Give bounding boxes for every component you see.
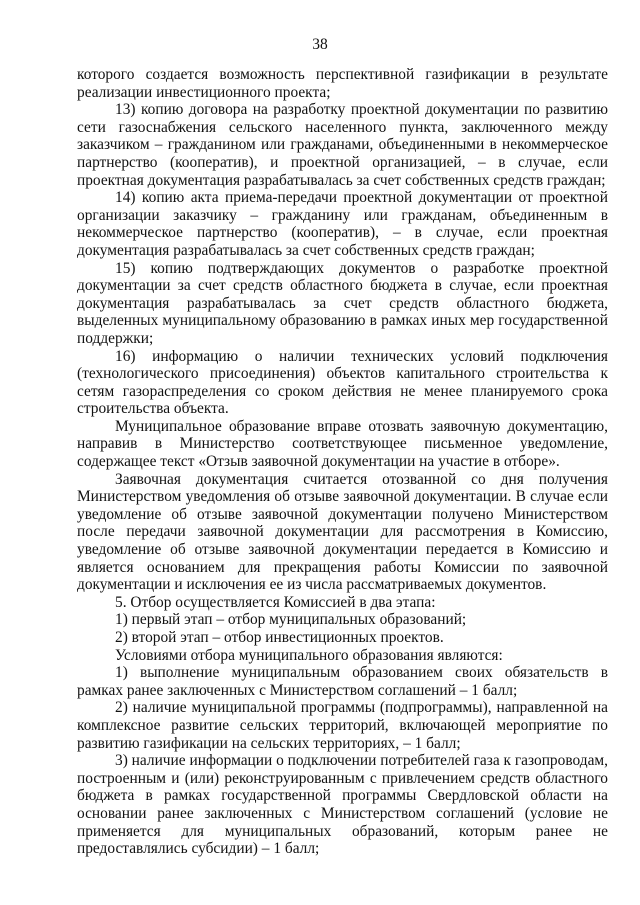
paragraph: Муниципальное образование вправе отозвать заявочную документацию, направив в Министерство соответствующее письменное уведомление, содержащее текст «Отзыв заявочной документации на участие в отборе».: [77, 417, 608, 471]
paragraph: которого создается возможность перспективной газификации в результате реализации инвестиционного проекта;: [77, 66, 608, 101]
paragraph: 16) информацию о наличии технических условий подключения (технологического присоединения) объектов капитального строительства к сетям газораспределения со сроком действия не менее планируемого срока строительства объекта.: [77, 347, 608, 418]
paragraph: 5. Отбор осуществляется Комиссией в два этапа:: [115, 593, 436, 611]
paragraph: 1) первый этап – отбор муниципальных образований;: [115, 611, 467, 629]
document-body: [77, 66, 608, 858]
paragraph: 1) выполнение муниципальным образованием своих обязательств в рамках ранее заключенных с Министерством соглашений – 1 балл;: [77, 664, 608, 699]
paragraph: 15) копию подтверждающих документов о разработке проектной документации за счет средств областного бюджета в случае, если проектная документация разрабатывалась за счет средств областного бюджета, выделенных муниципальному образованию в рамках иных мер государственной поддержки;: [77, 259, 608, 347]
paragraph: Заявочная документация считается отозванной со дня получения Министерством уведомления об отзыве заявочной документации. В случае если уведомление об отзыве заявочной документации получено Министерством после передачи заявочной документации для рассмотрения в Комиссию, уведомление об отзыве заявочной документации передается в Комиссию и является основанием для прекращения работы Комиссии по заявочной документации и исключения ее из числа рассматриваемых документов.: [77, 470, 608, 594]
paragraph: 3) наличие информации о подключении потребителей газа к газопроводам, построенным и (или) реконструированным с привлечением средств областного бюджета в рамках государственной программы Свердловской области на основании ранее заключенных с Министерством соглашений (условие не применяется для муниципальных образований, которым ранее не предоставлялись субсидии) – 1 балл;: [77, 752, 608, 858]
page-number: 38: [312, 36, 328, 53]
paragraph: Условиями отбора муниципального образования являются:: [115, 646, 503, 664]
paragraph: 2) второй этап – отбор инвестиционных проектов.: [115, 629, 444, 646]
paragraph: 14) копию акта приема-передачи проектной документации от проектной организации заказчику – гражданину или гражданам, объединенным в некоммерческое партнерство (кооператив), – в случае, если проектная документация разрабатывалась за счет собственных средств граждан;: [77, 189, 608, 259]
paragraph: 2) наличие муниципальной программы (подпрограммы), направленной на комплексное развитие сельских территорий, включающей мероприятие по развитию газификации на сельских территориях, – 1 балл;: [77, 699, 608, 752]
paragraph: 13) копию договора на разработку проектной документации по развитию сети газоснабжения сельского населенного пункта, заключенного между заказчиком – гражданином или гражданами, объединенными в некоммерческое партнерство (кооператив), и проектной организацией, – в случае, если проектная документация разрабатывалась за счет собственных средств граждан;: [77, 101, 608, 189]
